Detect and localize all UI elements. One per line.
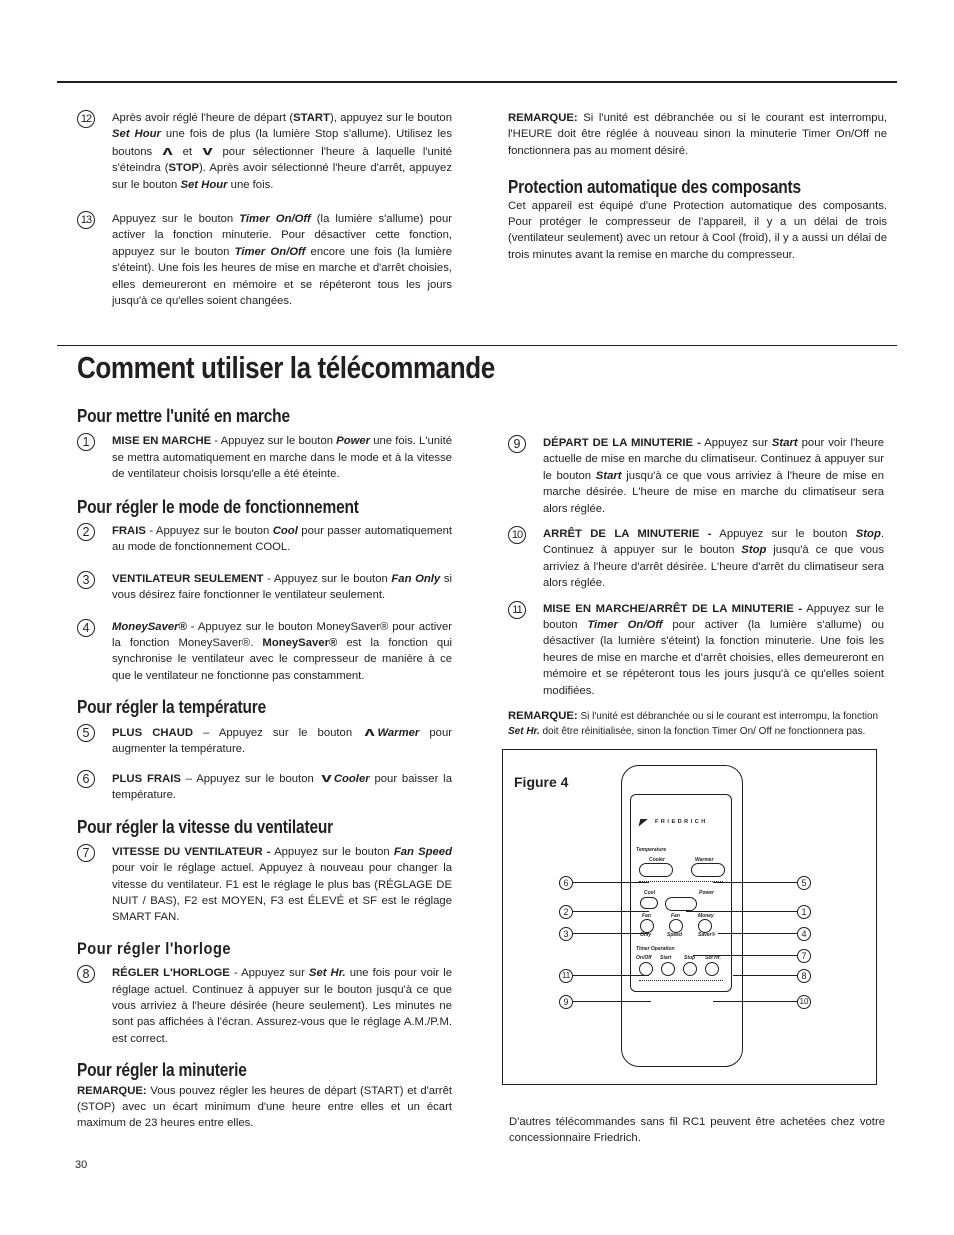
step-number: 10 bbox=[508, 526, 526, 544]
figure-label: Figure 4 bbox=[514, 774, 569, 790]
step-7: 7 VITESSE DU VENTILATEUR - Appuyez sur le bouton Fan Speed pour voir le réglage actuel. Appuyez à nouveau pour changer la vitesse du ventilateur. F1 est le réglage le plus bas (RÉGLAGE DE NUIT / BAS), F2 est MOYEN, F3 est ÉLEVÉ et SF est le réglage SMART FAN. bbox=[77, 844, 452, 926]
start-label: Start bbox=[660, 955, 672, 961]
step-11: 11 MISE EN MARCHE/ARRÊT DE LA MINUTERIE - Appuyez sur le bouton Timer On/Off pour activer (la lumière s'allume) ou désactiver (la lumière s'éteint) la fonction minuterie. Une fois les heures de mise en marche et d'arrêt choisies, elles demeureront en mémoire et se répéteront tous les jours jusqu'à ce qu'elles soient modifiées. bbox=[508, 601, 884, 699]
step-number: 5 bbox=[77, 724, 95, 742]
cooler-button[interactable] bbox=[639, 863, 673, 877]
fan-only-label: Fan bbox=[642, 913, 651, 919]
page-number: 30 bbox=[75, 1159, 88, 1171]
footer-text: D'autres télécommandes sans fil RC1 peuvent être achetées chez votre concessionnaire Friedrich. bbox=[509, 1116, 885, 1145]
heading-timer: Pour régler la minuterie bbox=[77, 1060, 247, 1081]
stop-button[interactable] bbox=[683, 962, 697, 976]
step-8: 8 RÉGLER L'HORLOGE - Appuyez sur Set Hr. une fois pour voir le réglage actuel. Continuez à appuyer sur le bouton jusqu'à ce que vous arriviez à l'heure désirée (heure seulement). Les minutes ne sont pas affichées à l'écran. Assurez-vous que le réglage A.M./P.M. est correct. bbox=[77, 965, 452, 1047]
fan-only-button[interactable] bbox=[640, 919, 654, 933]
top-right-column bbox=[508, 110, 887, 263]
step-6: 6 PLUS FRAIS – Appuyez sur le bouton v Cooler pour baisser la température. bbox=[77, 770, 452, 804]
right-column bbox=[508, 435, 884, 739]
speed-label: Speed bbox=[667, 932, 683, 938]
saver-label: Saver® bbox=[698, 932, 716, 938]
callout-line bbox=[571, 975, 649, 976]
step-2: 2 FRAIS - Appuyez sur le bouton Cool pour passer automatiquement au mode de fonctionnement COOL. bbox=[77, 523, 452, 556]
callout-line bbox=[571, 911, 649, 912]
step-number: 2 bbox=[77, 523, 95, 541]
timer-onoff-label: On/Off bbox=[636, 955, 652, 961]
top-rule bbox=[57, 81, 897, 83]
step-1: 1 MISE EN MARCHE - Appuyez sur le bouton Power une fois. L'unité se mettra automatiquement en marche dans le mode et à la vitesse de ventilateur choisis lorsqu'elle a été éteinte. bbox=[77, 433, 452, 482]
fan-speed-button[interactable] bbox=[669, 919, 683, 933]
heading-mode: Pour régler le mode de fonctionnement bbox=[77, 496, 359, 517]
start-button[interactable] bbox=[661, 962, 675, 976]
callout-line bbox=[713, 882, 799, 883]
fan-speed-label: Fan bbox=[671, 913, 680, 919]
callout-line bbox=[713, 1001, 799, 1002]
stop-label: Stop bbox=[684, 955, 696, 961]
callout-line bbox=[571, 882, 649, 883]
cooler-label: Cooler bbox=[649, 857, 665, 863]
step-text: Appuyez sur le bouton Timer On/Off (la lumière s'allume) pour activer la fonction minuterie. Pour désactiver cette fonction, appuyez sur le bouton Timer On/Off encore une fois (la lumière s'éteint). Une fois les heures de mise en marche et d'arrêt choisies, elles demeureront en mémoire et se répéteront tous les jours jusqu'à ce qu'elles soient changées. bbox=[112, 213, 452, 308]
brand-name: F R I E D R I C H bbox=[655, 819, 706, 825]
callout-2: 2 bbox=[559, 905, 573, 919]
callout-line bbox=[571, 1001, 651, 1002]
set-hr-button[interactable] bbox=[705, 962, 719, 976]
timer-operation-label: Timer Operation bbox=[636, 946, 675, 952]
step-number: 3 bbox=[77, 571, 95, 589]
protection-text: Cet appareil est équipé d'une Protection automatique des composants. Pour protéger le compresseur de l'appareil, il y a un délai de trois (ventilateur seulement) avec un retour à Cool (froid), il y a aussi un délai de trois minutes avant la remise en marche du compresseur. bbox=[508, 199, 887, 261]
step-9: 9 DÉPART DE LA MINUTERIE - Appuyez sur Start pour voir l'heure actuelle de mise en marche du climatiseur. Continuez à appuyer sur le bouton Start jusqu'à ce que vous arriviez à l'heure de mise en marche désirée. L'heure de mise en marche du climatiseur sera alors réglée. bbox=[508, 435, 884, 517]
callout-7: 7 bbox=[797, 949, 811, 963]
callout-10: 10 bbox=[797, 995, 811, 1009]
warmer-arrow-icon: ʌ bbox=[364, 723, 375, 739]
callout-8: 8 bbox=[797, 969, 811, 983]
set-hr-label: Set Hr. bbox=[705, 955, 721, 961]
warmer-arrow-icon: ʌ bbox=[162, 142, 173, 158]
remark-set-hour: REMARQUE: Si l'unité est débranchée ou si le courant est interrompu, la fonction Set Hr. doit être réinitialisée, sinon la fonction Timer On/ Off ne fonctionnera pas. bbox=[508, 710, 879, 738]
step-13 bbox=[77, 211, 452, 309]
callout-4: 4 bbox=[797, 927, 811, 941]
step-number: 4 bbox=[77, 619, 95, 637]
callout-6: 6 bbox=[559, 876, 573, 890]
step-number: 7 bbox=[77, 844, 95, 862]
heading-clock: Pour régler l'horloge bbox=[77, 938, 232, 958]
callout-line bbox=[718, 933, 799, 934]
cool-label: Cool bbox=[644, 890, 656, 896]
power-label: Power bbox=[699, 890, 715, 896]
heading-fan-speed: Pour régler la vitesse du ventilateur bbox=[77, 817, 334, 838]
remote-panel bbox=[630, 794, 732, 992]
money-saver-button[interactable] bbox=[698, 919, 712, 933]
heading-power: Pour mettre l'unité en marche bbox=[77, 406, 290, 426]
power-button[interactable] bbox=[665, 897, 697, 911]
figure-4-remote bbox=[502, 749, 877, 1085]
protection-heading: Protection automatique des composants bbox=[508, 177, 801, 198]
heading-temperature: Pour régler la température bbox=[77, 697, 267, 718]
dot-divider bbox=[639, 980, 723, 981]
remote-control bbox=[621, 765, 743, 1067]
step-5: 5 PLUS CHAUD – Appuyez sur le bouton ʌ Warmer pour augmenter la température. bbox=[77, 724, 452, 758]
callout-11: 11 bbox=[559, 969, 573, 983]
callout-line bbox=[686, 911, 799, 912]
cooler-arrow-icon: v bbox=[202, 142, 213, 158]
dot-divider bbox=[639, 881, 723, 882]
friedrich-logo-icon: ◤ bbox=[639, 817, 646, 827]
step-number: 11 bbox=[508, 601, 526, 619]
page-title: Comment utiliser la télécommande bbox=[77, 350, 495, 385]
top-left-column bbox=[77, 110, 452, 309]
cooler-arrow-icon: v bbox=[321, 769, 332, 785]
only-label: Only bbox=[640, 932, 652, 938]
cool-button[interactable] bbox=[640, 897, 658, 909]
step-number: 12 bbox=[77, 110, 95, 128]
step-number: 6 bbox=[77, 770, 95, 788]
step-number: 1 bbox=[77, 433, 95, 451]
step-number: 9 bbox=[508, 435, 526, 453]
callout-line bbox=[733, 975, 799, 976]
money-saver-label: Money bbox=[698, 913, 714, 919]
step-text: Après avoir réglé l'heure de départ (START), appuyez sur le bouton Set Hour une fois de plus (la lumière Stop s'allume). Utilisez les boutons ʌ et v pour sélectionner l'heure à laquelle l'unité s'éteindra (STOP). Après avoir sélectionné l'heure d'arrêt, appuyez sur le bouton Set Hour une fois. bbox=[112, 112, 453, 191]
warmer-label: Warmer bbox=[695, 857, 714, 863]
section-rule bbox=[57, 345, 897, 346]
step-number: 8 bbox=[77, 965, 95, 983]
step-12 bbox=[77, 110, 452, 193]
callout-9: 9 bbox=[559, 995, 573, 1009]
left-column bbox=[77, 408, 452, 1132]
step-10: 10 ARRÊT DE LA MINUTERIE - Appuyez sur le bouton Stop. Continuez à appuyer sur le bouton Stop jusqu'à ce que vous arriviez à l'heure d'arrêt désirée. L'heure d'arrêt du climatiseur sera alors réglée. bbox=[508, 526, 884, 592]
step-4: 4 MoneySaver® - Appuyez sur le bouton MoneySaver® pour activer la fonction MoneySaver®. MoneySaver® est la fonction qui synchronise le ventilateur avec le compresseur de manière à ce que le ventilateur ne fonctionne pas constamment. bbox=[77, 619, 452, 685]
callout-1: 1 bbox=[797, 905, 811, 919]
timer-onoff-button[interactable] bbox=[639, 962, 653, 976]
callout-line bbox=[571, 933, 649, 934]
callout-3: 3 bbox=[559, 927, 573, 941]
remark-timer: REMARQUE: Si l'unité est débranchée ou si le courant est interrompu, l'HEURE doit être réglée à nouveau sinon la minuterie Timer On/Off ne fonctionnera pas au moment désiré. bbox=[508, 112, 887, 157]
step-3: 3 VENTILATEUR SEULEMENT - Appuyez sur le bouton Fan Only si vous désirez faire fonctionner le ventilateur seulement. bbox=[77, 571, 452, 604]
temperature-label: Temperature bbox=[636, 847, 667, 853]
step-number: 13 bbox=[77, 211, 95, 229]
callout-line bbox=[693, 955, 799, 956]
warmer-button[interactable] bbox=[691, 863, 725, 877]
remark-timer-range: REMARQUE: Vous pouvez régler les heures de départ (START) et d'arrêt (STOP) avec un écart minimum d'une heure entre elles et un écart maximum de 23 heures entre elles. bbox=[77, 1084, 452, 1130]
callout-5: 5 bbox=[797, 876, 811, 890]
